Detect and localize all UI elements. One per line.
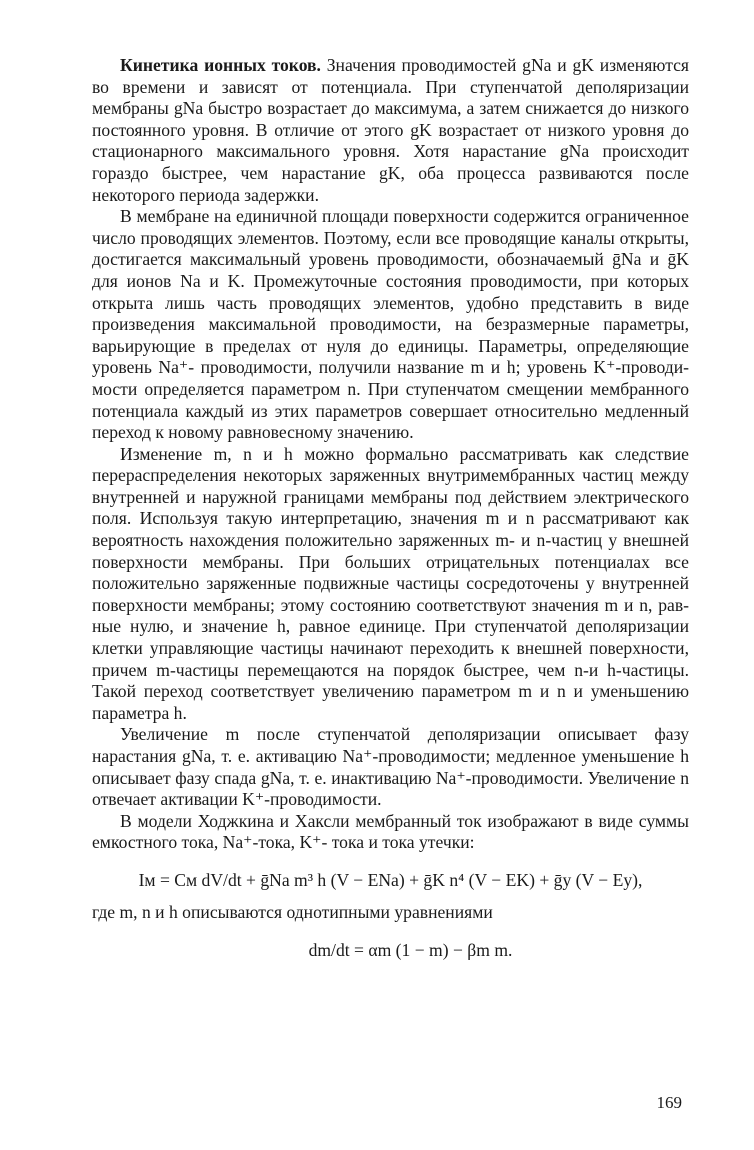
page-number: 169 bbox=[656, 1093, 682, 1112]
paragraph-lead: Кинетика ионных токов. bbox=[120, 55, 321, 75]
document-page bbox=[92, 55, 689, 962]
paragraph-kinetics bbox=[92, 55, 689, 206]
gating-equation: dm/dt = αm (1 − m) − βm m. bbox=[308, 939, 513, 960]
paragraph-hh-model: В модели Ходжкина и Хаксли мембранный ток изображают в виде суммы емкостного тока, Na⁺-тока, K⁺- тока и тока утечки: bbox=[92, 810, 689, 853]
paragraph-max-conductance: В мембране на единичной площади поверхности содержится ограниченное число проводящих элементов. Поэтому, если все проводящие каналы открыты, достигается максимальный уровень проводимости, обозначаемый ḡNa и ḡK для ионов Na и K. Промежуточные состояния проводимости, при которых открыта лишь часть проводящих элементов, удобно представить в виде произведения максимальной проводимости, на безразмерные параметры, варьирующие в пределах от нуля до единицы. Параметры, определяющие уровень Na⁺- проводимости, получили название m и h; уровень K⁺-проводимости определяется параметром n. При ступенчатом смещении мембранного потенциала каждый из этих параметров совершает относительно медленный переход к новому равновесному значению. bbox=[92, 206, 689, 443]
paragraph-text: Значения проводимостей gNa и gK изменяются во времени и зависят от потенциала. При ступенчатой деполяризации мембраны gNa быстро возрастает до максимума, а затем снижается до низкого постоянного уровня. В отличие от этого gK возрастает от низкого уровня до стационарного максимального уровня. Хотя нарастание gNa происходит гораздо быстрее, чем нарастание gK, оба процесса развиваются после некоторого периода задержки. bbox=[92, 55, 690, 205]
paragraph-particles: Изменение m, n и h можно формально рассматривать как следствие перераспределения некоторых заряженных внутримембранных частиц между внутренней и наружной границами мембраны под действием электрического поля. Используя такую интерпретацию, значения m и n рассматривают как вероятность нахождения положительно заряженных m- и n-частиц у внешней поверхности мембраны. При больших отрицательных потенциалах все положительно заряженные подвижные частицы сосредоточены у внутренней поверхности мембраны; этому состоянию соответствуют значения m и n, равные нулю, и значение h, равное единице. При ступенчатой деполяризации клетки управляющие частицы начинают переходить к внешней поверхности, причем m-частицы перемещаются на порядок быстрее, чем n-и h-частицы. Такой переход соответствует увеличению параметром m и n и уменьшению параметра h. bbox=[92, 443, 689, 723]
membrane-current-formula: Iм = Cм dV/dt + ḡNa m³ h (V − ENa) + ḡK n⁴ (V − EK) + ḡy (V − Ey), bbox=[138, 869, 643, 890]
paragraph-activation: Увеличение m после ступенчатой деполяризации описывает фазу нарастания gNa, т. е. активацию Na⁺-проводимости; медленное уменьшение h описывает фазу спада gNa, т. е. инактивацию Na⁺-проводимости. Увеличение n отвечает активации K⁺-проводимости. bbox=[92, 724, 689, 810]
where-text: где m, n и h описываются однотипными уравнениями bbox=[92, 901, 493, 922]
